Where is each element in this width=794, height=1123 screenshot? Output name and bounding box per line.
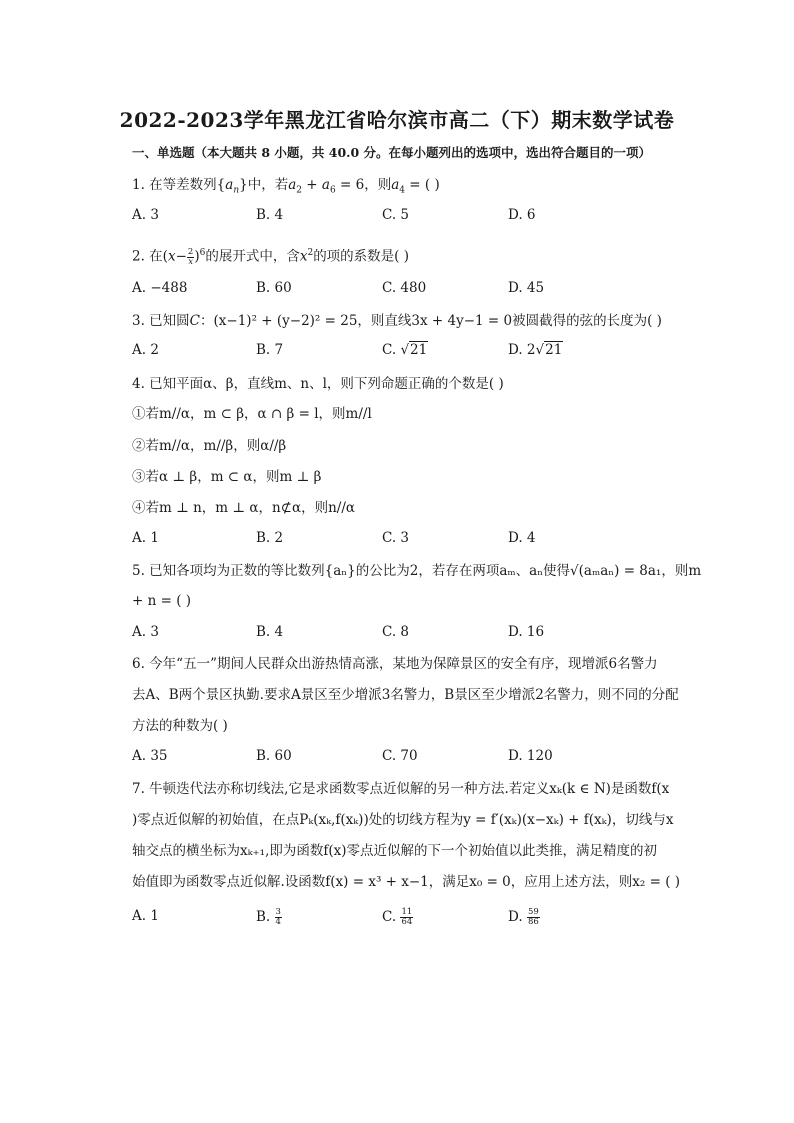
option-a[interactable]: A. 3 (132, 624, 159, 640)
option-a[interactable]: A. 1 (132, 530, 159, 546)
question-7-line-1: 7. 牛顿迭代法亦称切线法,它是求函数零点近似解的另一种方法.若定义xₖ(k ∈ N)是函数f(x (132, 781, 670, 797)
question-3: 3. 已知圆C：(x−1)² + (y−2)² = 25，则直线3x + 4y−1 = 0被圆截得的弦的长度为( ) (132, 313, 662, 329)
fraction: $\frac{2}{x}$ (187, 246, 194, 267)
fraction: $\frac{59}{86}$ (527, 907, 539, 927)
question-7-line-2: )零点近似解的初始值，在点Pₖ(xₖ,f(xₖ))处的切线方程为y = f′(xₖ)(x−xₖ) + f(xₖ)，切线与x (132, 812, 674, 828)
option-d[interactable]: D. 16 (508, 624, 545, 640)
option-b[interactable]: B. 4 (256, 207, 284, 223)
option-b[interactable]: B. 7 (256, 342, 284, 358)
question-6-line-3: 方法的种数为( ) (132, 718, 228, 734)
option-b[interactable]: B. 2 (256, 530, 284, 546)
option-d[interactable]: D. 120 (508, 748, 553, 764)
option-c[interactable]: C. 70 (382, 748, 418, 764)
question-4: 4. 已知平面α、β，直线m、n、l，则下列命题正确的个数是( ) (132, 376, 504, 392)
option-c[interactable]: C. √21 (382, 342, 428, 358)
option-d[interactable]: D. 4 (508, 530, 536, 546)
question-3-options (132, 342, 652, 360)
question-2: 2. 在(x− $\frac{2}{x}$ )$^6$的展开式中，含$x^2$的项的系数是( ) (132, 246, 410, 267)
option-c[interactable]: C. 3 (382, 530, 410, 546)
fraction: $\frac{11}{64}$ (401, 907, 413, 927)
statement-3: ③若α ⊥ β，m ⊂ α，则m ⊥ β (132, 469, 322, 485)
fraction: $\frac{3}{4}$ (275, 907, 281, 927)
option-b[interactable]: B. 60 (256, 748, 292, 764)
option-c[interactable]: C. $\frac{11}{64}$ (382, 907, 413, 927)
option-a[interactable]: A. 2 (132, 342, 159, 358)
question-6-line-2: 去A、B两个景区执勤.要求A景区至少增派3名警力，B景区至少增派2名警力，则不同的分配 (132, 687, 679, 703)
question-4-options (132, 530, 652, 548)
question-5-line-1: 5. 已知各项均为正数的等比数列{aₙ}的公比为2，若存在两项aₘ、aₙ使得√(aₘaₙ) = 8a₁，则m (132, 563, 702, 579)
option-d[interactable]: D. $\frac{59}{86}$ (508, 907, 539, 927)
question-7-line-3: 轴交点的横坐标为xₖ₊₁,即为函数f(x)零点近似解的下一个初始值以此类推，满足精度的初 (132, 843, 658, 859)
question-6-options (132, 748, 652, 766)
option-d[interactable]: D. 2√21 (508, 342, 563, 358)
statement-4: ④若m ⊥ n，m ⊥ α，n⊄α，则n//α (132, 500, 356, 516)
option-b[interactable]: B. 60 (256, 280, 292, 296)
section-heading: 一、单选题（本大题共 8 小题，共 40.0 分。在每小题列出的选项中，选出符合题目的一项） (132, 145, 652, 160)
option-d[interactable]: D. 6 (508, 207, 536, 223)
statement-2: ②若m//α，m//β，则α//β (132, 438, 287, 454)
option-a[interactable]: A. 35 (132, 748, 168, 764)
question-7-options (132, 908, 652, 926)
question-1: 1. 在等差数列$\{a_n\}$中，若$a_2 + a_6 = 6$，则$a_4$ = ( ) (132, 177, 440, 196)
option-a[interactable]: A. 3 (132, 207, 159, 223)
option-a[interactable]: A. 1 (132, 908, 159, 924)
question-5-line-2: + n = ( ) (132, 593, 192, 609)
option-a[interactable]: A. −488 (132, 280, 188, 296)
option-c[interactable]: C. 480 (382, 280, 427, 296)
question-5-options (132, 624, 652, 642)
option-b[interactable]: B. $\frac{3}{4}$ (256, 907, 281, 927)
page-title: 2022-2023学年黑龙江省哈尔滨市高二（下）期末数学试卷 (119, 108, 675, 132)
question-6-line-1: 6. 今年“五一”期间人民群众出游热情高涨，某地为保障景区的安全有序，现增派6名警力 (132, 656, 658, 672)
option-c[interactable]: C. 5 (382, 207, 410, 223)
option-c[interactable]: C. 8 (382, 624, 410, 640)
option-b[interactable]: B. 4 (256, 624, 284, 640)
option-d[interactable]: D. 45 (508, 280, 545, 296)
question-7-line-4: 始值即为函数零点近似解.设函数f(x) = x³ + x−1，满足x₀ = 0，应用上述方法，则x₂ = ( ) (132, 874, 681, 890)
question-1-options (132, 207, 652, 225)
question-2-options (132, 280, 652, 298)
statement-1: ①若m//α，m ⊂ β，α ∩ β = l，则m//l (132, 406, 372, 422)
